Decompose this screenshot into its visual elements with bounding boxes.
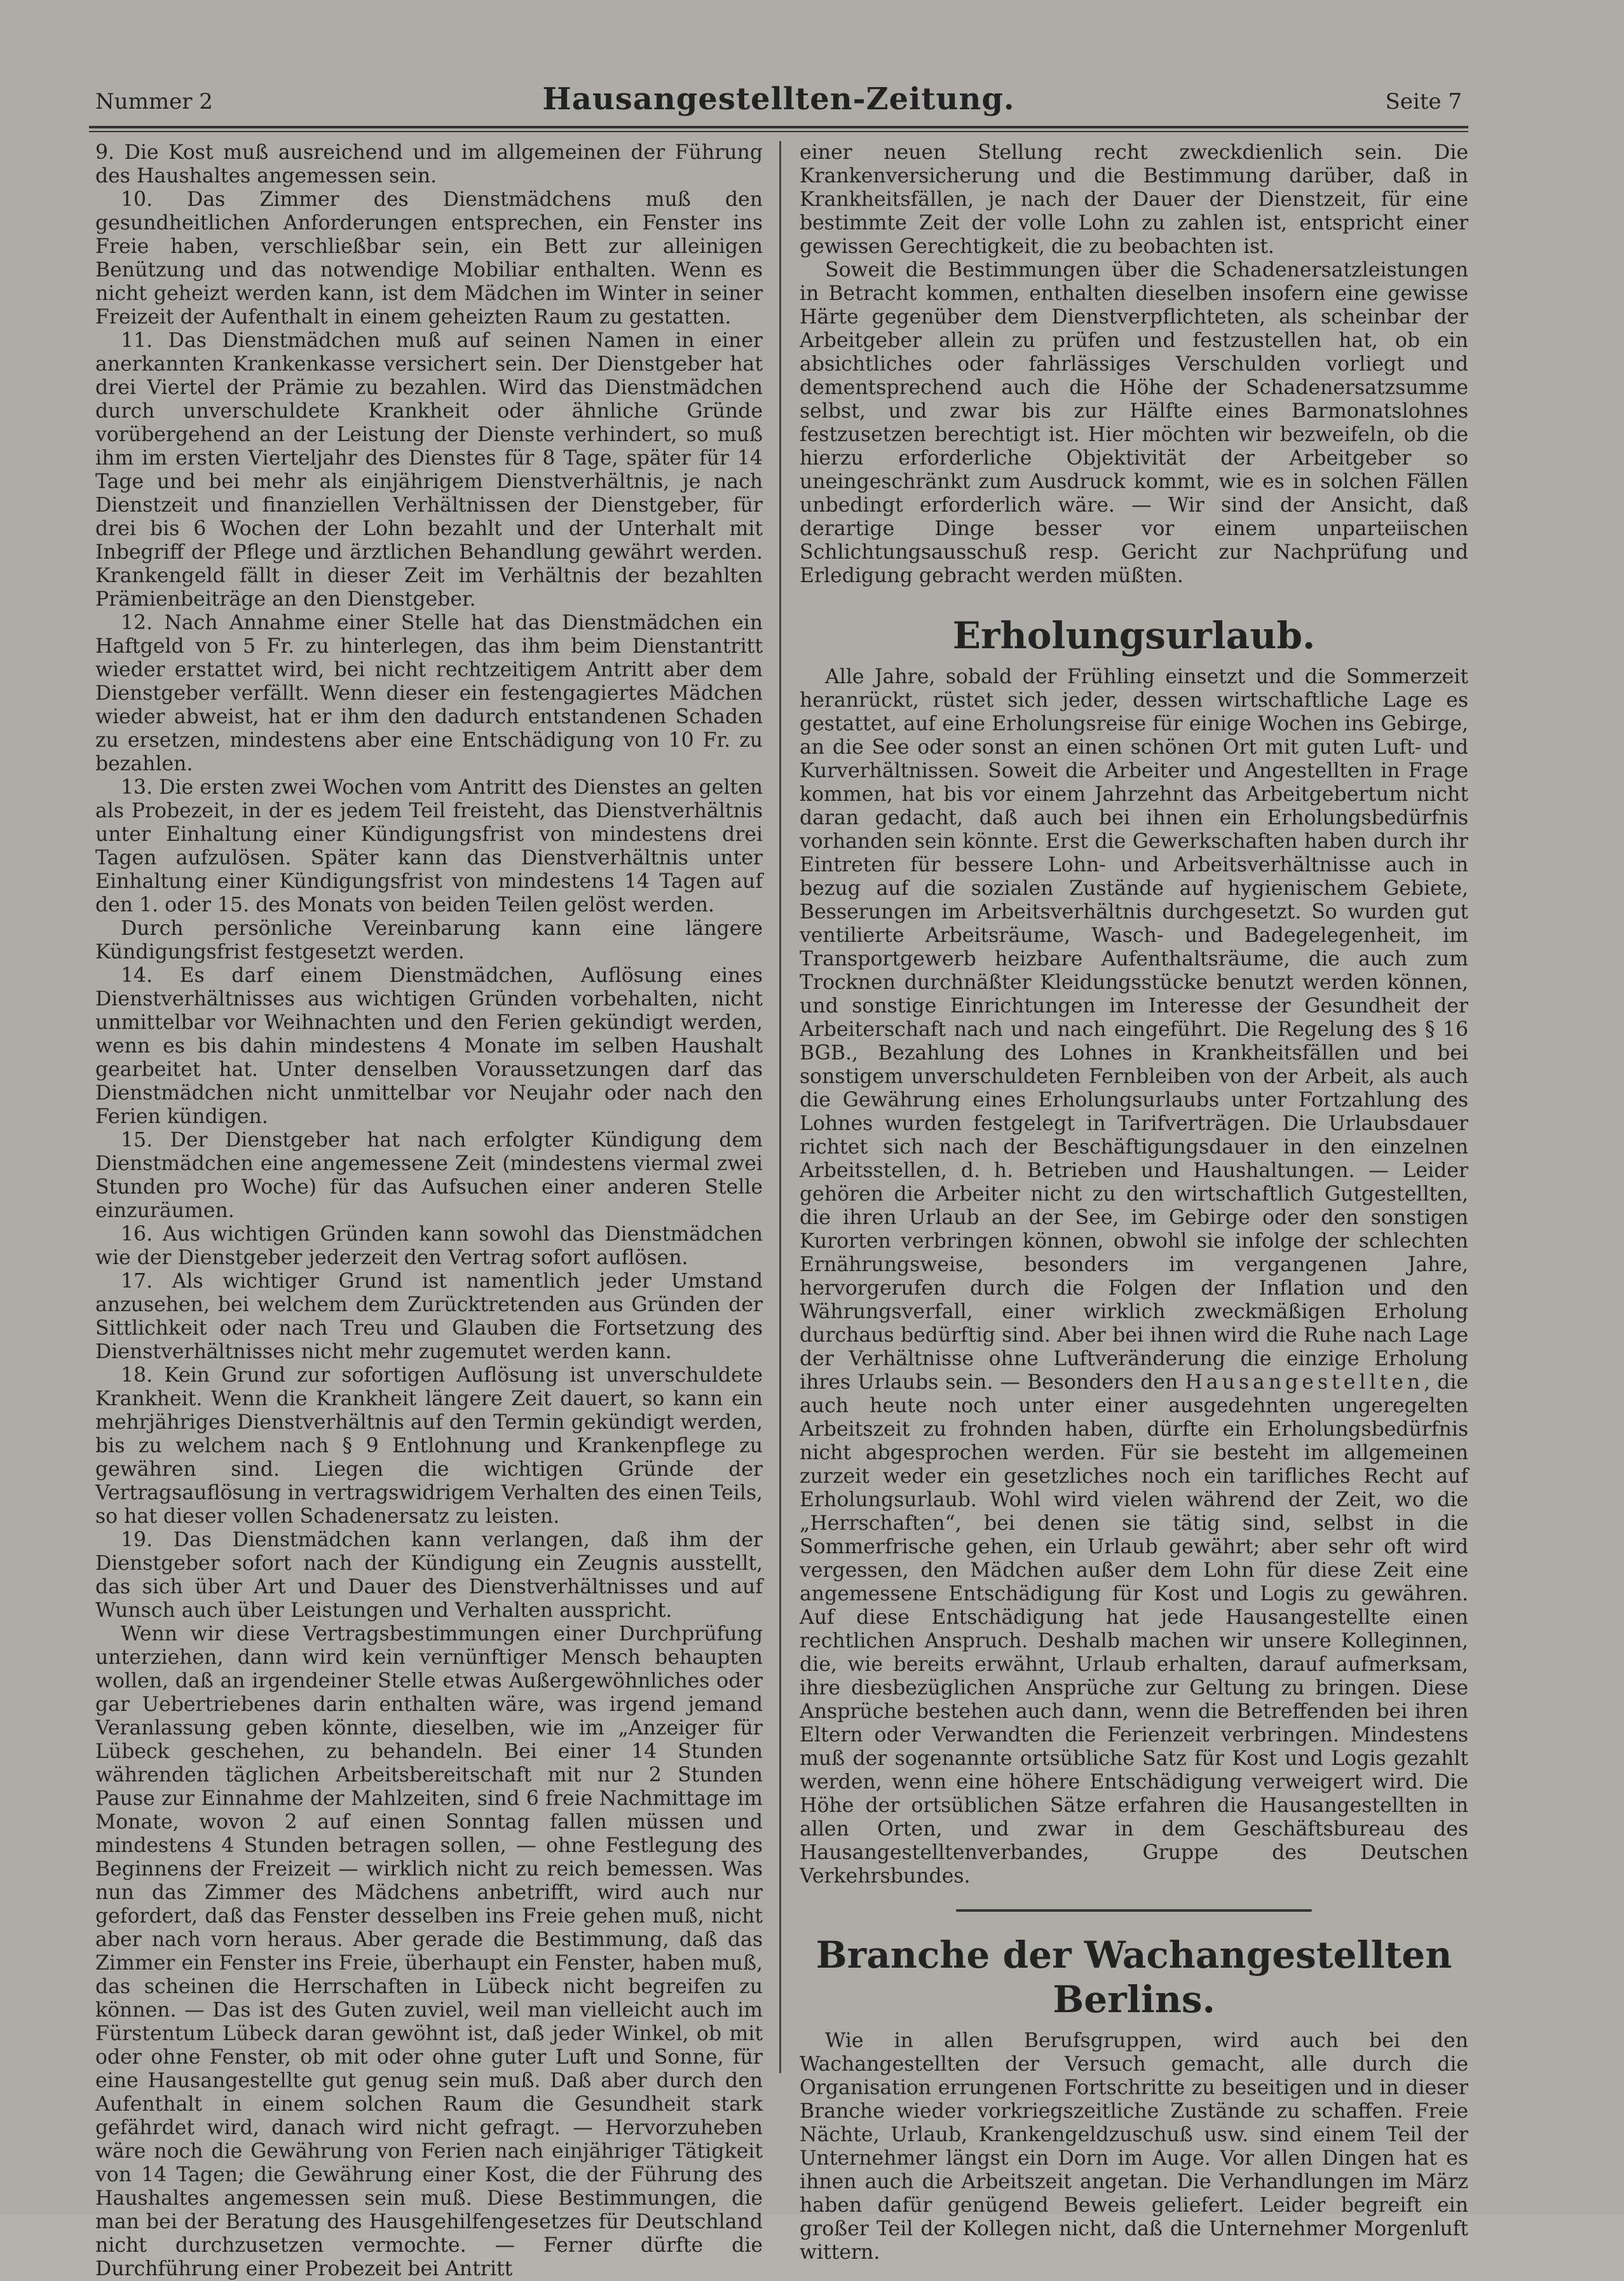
left-paragraph: 11. Das Dienstmädchen muß auf seinen Namen in einer anerkannten Krankenkasse versichert sein. Der Dienstgeber hat drei Viertel der Prämie zu bezahlen. Wird das Dienstmädchen durch unverschuldete Krankheit oder ähnliche Gründe vorübergehend an der Leistung der Dienste verhindert, so muß ihm im ersten Vierteljahr des Dienstes für 8 Tage, später für 14 Tage und bei mehr als einjährigem Dienstverhältnis, je nach Dienstzeit und finanziellen Verhältnissen der Dienstgeber, für drei bis 6 Wochen der Lohn bezahlt und der Unterhalt mit Inbegriff der Pflege und ärztlichen Behandlung gewährt werden. Krankengeld fällt in dieser Zeit im Verhältnis der bezahlten Prämienbeiträge an den Dienstgeber.: [95, 329, 763, 611]
right-paragraph: einer neuen Stellung recht zweckdienlich sein. Die Krankenversicherung und die Bestimmung darüber, daß in Krankheitsfällen, je nach der Dauer der Dienstzeit, für eine bestimmte Zeit der volle Lohn zu zahlen ist, entspricht einer gewissen Gerechtigkeit, die zu beobachten ist.: [800, 141, 1468, 258]
right-column: [800, 141, 1468, 2264]
text-run: , die auch heute noch unter einer ausgedehnten ungeregelten Arbeitszeit zu frohnden haben, dürfte ein Erholungsbedürfnis nicht abgesprochen werden. Für sie besteht im allgemeinen zurzeit weder ein gesetzliches noch ein tarifliches Recht auf Erholungsurlaub. Wohl wird vielen während der Zeit, wo die „Herrschaften“, bei denen sie tätig sind, selbst in die Sommerfrische gehen, ein Urlaub gewährt; aber sehr oft wird vergessen, den Mädchen außer dem Lohn für diese Zeit eine angemessene Entschädigung für Kost und Logis zu gewähren. Auf diese Entschädigung hat jede Hausangestellte einen rechtlichen Anspruch. Deshalb machen wir unsere Kolleginnen, die, wie bereits erwähnt, Urlaub erhalten, darauf aufmerksam, ihre diesbezüglichen Ansprüche zur Geltung zu bringen. Diese Ansprüche bestehen auch dann, wenn die Betreffenden bei ihren Eltern oder Verwandten die Ferienzeit verbringen. Mindestens muß der sogenannte ortsübliche Satz für Kost und Logis gezahlt werden, wenn eine höhere Entschädigung verweigert wird. Die Höhe der ortsüblichen Sätze erfahren die Hausangestellten in allen Orten, und zwar in dem Geschäftsbureau des Hausangestelltenverbandes, Gruppe des Deutschen Verkehrsbundes.: [800, 1371, 1468, 1888]
issue-number: Nummer 2: [95, 89, 213, 114]
left-paragraph: 18. Kein Grund zur sofortigen Auflösung ist unverschuldete Krankheit. Wenn die Krankheit längere Zeit dauert, so kann ein mehrjähriges Dienstverhältnis auf den Termin gekündigt werden, bis zu welchem nach § 9 Entlohnung und Krankenpflege zu gewähren sind. Liegen die wichtigen Gründe der Vertragsauflösung in vertragswidrigem Verhalten des einen Teils, so hat dieser vollen Schadenersatz zu leisten.: [95, 1364, 763, 1528]
emphasized-word: Hausangestellten: [1185, 1371, 1424, 1394]
left-paragraph: Wenn wir diese Vertragsbestimmungen einer Durchprüfung unterziehen, dann wird kein vernünftiger Mensch behaupten wollen, daß an irgendeiner Stelle etwas Außergewöhnliches oder gar Uebertriebenes darin enthalten wäre, was irgend jemand Veranlassung geben könnte, dieselben, wie im „Anzeiger für Lübeck geschehen, zu behandeln. Bei einer 14 Stunden währenden täglichen Arbeitsbereitschaft mit nur 2 Stunden Pause zur Einnahme der Mahlzeiten, sind 6 freie Nachmittage im Monate, wovon 2 auf einen Sonntag fallen müssen und mindestens 4 Stunden betragen sollen, — ohne Festlegung des Beginnens der Freizeit — wirklich nicht zu reich bemessen. Was nun das Zimmer des Mädchens anbetrifft, wird auch nur gefordert, daß das Fenster desselben ins Freie gehen muß, nicht aber nach vorn heraus. Aber gerade die Bestimmung, daß das Zimmer ein Fenster ins Freie, überhaupt ein Fenster, haben muß, das scheinen die Herrschaften in Lübeck nicht begreifen zu können. — Das ist des Guten zuviel, weil man vielleicht auch im Fürstentum Lübeck daran gewöhnt ist, daß jeder Winkel, ob mit oder ohne Fenster, ob mit oder ohne guter Luft und Sonne, für eine Hausangestellte gut genug sein muß. Daß aber durch den Aufenthalt in einem solchen Raum die Gesundheit stark gefährdet wird, danach wird nicht gefragt. — Hervorzuheben wäre noch die Gewährung von Ferien nach einjähriger Tätigkeit von 14 Tagen; die Gewährung einer Kost, die der Führung des Haushaltes angemessen sein muß. Diese Bestimmungen, die man bei der Beratung des Hausgehilfengesetzes für Deutschland nicht durchzusetzen vermochte. — Ferner dürfte die Durchführung einer Probezeit bei Antritt: [95, 1623, 763, 2280]
section-heading-erholungsurlaub: Erholungsurlaub.: [952, 614, 1316, 657]
page-number: Seite 7: [1385, 89, 1462, 114]
section-separator: [956, 1907, 1312, 1914]
column-divider: [779, 141, 781, 2073]
left-paragraph: 19. Das Dienstmädchen kann verlangen, daß ihm der Dienstgeber sofort nach der Kündigung ein Zeugnis ausstellt, das sich über Art und Dauer des Dienstverhältnisses und auf Wunsch auch über Leistungen und Verhalten ausspricht.: [95, 1529, 763, 1622]
text-run: Alle Jahre, sobald der Frühling einsetzt und die Sommerzeit heranrückt, rüstet sich jeder, dessen wirtschaftliche Lage es gestattet, auf eine Erholungsreise für einige Wochen ins Gebirge, an die See oder sonst an einen schönen Ort mit guten Luft- und Kurverhältnissen. Soweit die Arbeiter und Angestellten in Frage kommen, hat bis vor einem Jahrzehnt das Arbeitgebertum nicht daran gedacht, daß auch bei ihnen ein Erholungsbedürfnis vorhanden sein könnte. Erst die Gewerkschaften haben durch ihr Eintreten für bessere Lohn- und Arbeitsverhältnisse auch in bezug auf die sozialen Zustände auf hygienischem Gebiete, Besserungen im Arbeitsverhältnis durchgesetzt. So wurden gut ventilierte Arbeitsräume, Wasch- und Badegelegenheit, im Transportgewerb heizbare Aufenthaltsräume, die auch zum Trocknen durchnäßter Kleidungsstücke benutzt werden können, und sonstige Einrichtungen im Interesse der Gesundheit der Arbeiterschaft nach und nach eingeführt. Die Regelung des § 16 BGB., Bezahlung des Lohnes in Krankheitsfällen und bei sonstigem unverschuldeten Fernbleiben von der Arbeit, als auch die Gewährung eines Erholungsurlaubs unter Fortzahlung des Lohnes wurden festgelegt in Tarifverträgen. Die Urlaubsdauer richtet sich nach der Beschäftigungsdauer in den einzelnen Arbeitsstellen, d. h. Betrieben und Haushaltungen. — Leider gehören die Arbeiter nicht zu den wirtschaftlich Gutgestellten, die ihren Urlaub an der See, im Gebirge oder den sonstigen Kurorten verbringen können, obwohl sie infolge der schlechten Ernährungsweise, besonders im vergangenen Jahre, hervorgerufen durch die Folgen der Inflation und den Währungsverfall, einer wirklich zweckmäßigen Erholung durchaus bedürftig sind. Aber bei ihnen wird die Ruhe nach Lage der Verhältnisse ohne Luftveränderung die einzige Erholung ihres Urlaubs sein. — Besonders den: [800, 665, 1468, 1394]
left-paragraph: 10. Das Zimmer des Dienstmädchens muß den gesundheitlichen Anforderungen entsprechen, ein Fenster ins Freie haben, verschließbar sein, ein Bett zur alleinigen Benützung und das notwendige Mobiliar enthalten. Wenn es nicht geheizt werden kann, ist dem Mädchen im Winter in seiner Freizeit der Aufenthalt in einem geheizten Raum zu gestatten.: [95, 188, 763, 329]
left-paragraph: 9. Die Kost muß ausreichend und im allgemeinen der Führung des Haushaltes angemessen sein.: [95, 141, 763, 187]
right-paragraph: Soweit die Bestimmungen über die Schadenersatzleistungen in Betracht kommen, enthalten dieselben insofern eine gewisse Härte gegenüber dem Dienstverpflichteten, als scheinbar der Arbeitgeber allein zu prüfen und festzustellen hat, ob ein absichtliches oder fahrlässiges Verschulden vorliegt und dementsprechend auch die Höhe der Schadenersatzsumme selbst, und zwar bis zur Hälfte eines Barmonatslohnes festzusetzen berechtigt ist. Hier möchten wir bezweifeln, ob die hierzu erforderliche Objektivität der Arbeitgeber so uneingeschränkt zum Ausdruck kommt, wie es in solchen Fällen unbedingt erforderlich wäre. — Wir sind der Ansicht, daß derartige Dinge besser vor einem unparteiischen Schlichtungsausschuß resp. Gericht zur Nachprüfung und Erledigung gebracht werden müßten.: [800, 259, 1468, 587]
wachangestellte-paragraph: Wie in allen Berufsgruppen, wird auch bei den Wachangestellten der Versuch gemacht, alle durch die Organisation errungenen Fortschritte zu beseitigen und in dieser Branche wieder vorkriegszeitliche Zustände zu schaffen. Freie Nächte, Urlaub, Krankengeldzuschuß usw. sind einem Teil der Unternehmer längst ein Dorn im Auge. Vor allen Dingen hat es ihnen auch die Arbeitszeit angetan. Die Verhandlungen im März haben dafür genügend Beweis geliefert. Leider begreift ein großer Teil der Kollegen nicht, daß die Unternehmer Morgenluft wittern.: [800, 2029, 1468, 2264]
left-paragraph: 12. Nach Annahme einer Stelle hat das Dienstmädchen ein Haftgeld von 5 Fr. zu hinterlegen, das ihm beim Dienstantritt wieder erstattet wird, bei nicht rechtzeitigem Antritt aber dem Dienstgeber verfällt. Wenn dieser ein festengagiertes Mädchen wieder abweist, hat er ihm den dadurch entstandenen Schaden zu ersetzen, mindestens aber eine Entschädigung von 10 Fr. zu bezahlen.: [95, 611, 763, 775]
left-paragraph: 15. Der Dienstgeber hat nach erfolgter Kündigung dem Dienstmädchen eine angemessene Zeit (mindestens viermal zwei Stunden pro Woche) für das Aufsuchen einer anderen Stelle einzuräumen.: [95, 1129, 763, 1222]
header-rule: [89, 126, 1468, 132]
page-header: [95, 81, 1462, 126]
left-paragraph: 16. Aus wichtigen Gründen kann sowohl das Dienstmädchen wie der Dienstgeber jederzeit den Vertrag sofort auflösen.: [95, 1223, 763, 1269]
left-column: [95, 141, 763, 2281]
newspaper-title: Hausangestellten-Zeitung.: [542, 81, 1015, 117]
erholungsurlaub-paragraph: [800, 665, 1468, 1888]
left-paragraph: Durch persönliche Vereinbarung kann eine längere Kündigungsfrist festgesetzt werden.: [95, 917, 763, 963]
left-paragraph: 13. Die ersten zwei Wochen vom Antritt des Dienstes an gelten als Probezeit, in der es jedem Teil freisteht, das Dienstverhältnis unter Einhaltung einer Kündigungsfrist von mindestens drei Tagen aufzulösen. Später kann das Dienstverhältnis unter Einhaltung einer Kündigungsfrist von mindestens 14 Tagen auf den 1. oder 15. des Monats von beiden Teilen gelöst werden.: [95, 776, 763, 916]
section-heading-wachangestellte: Branche der Wachangestellten Berlins.: [815, 1933, 1452, 2021]
left-paragraph: 17. Als wichtiger Grund ist namentlich jeder Umstand anzusehen, bei welchem dem Zurücktretenden aus Gründen der Sittlichkeit oder nach Treu und Glauben die Fortsetzung des Dienstverhältnisses nicht mehr zugemutet werden kann.: [95, 1270, 763, 1363]
left-paragraph: 14. Es darf einem Dienstmädchen, Auflösung eines Dienstverhältnisses aus wichtigen Gründen vorbehalten, nicht unmittelbar vor Weihnachten und den Ferien gekündigt werden, wenn es bis dahin mindestens 4 Monate im selben Haushalt gearbeitet hat. Unter denselben Voraussetzungen darf das Dienstmädchen nicht unmittelbar vor Neujahr oder nach den Ferien kündigen.: [95, 964, 763, 1128]
